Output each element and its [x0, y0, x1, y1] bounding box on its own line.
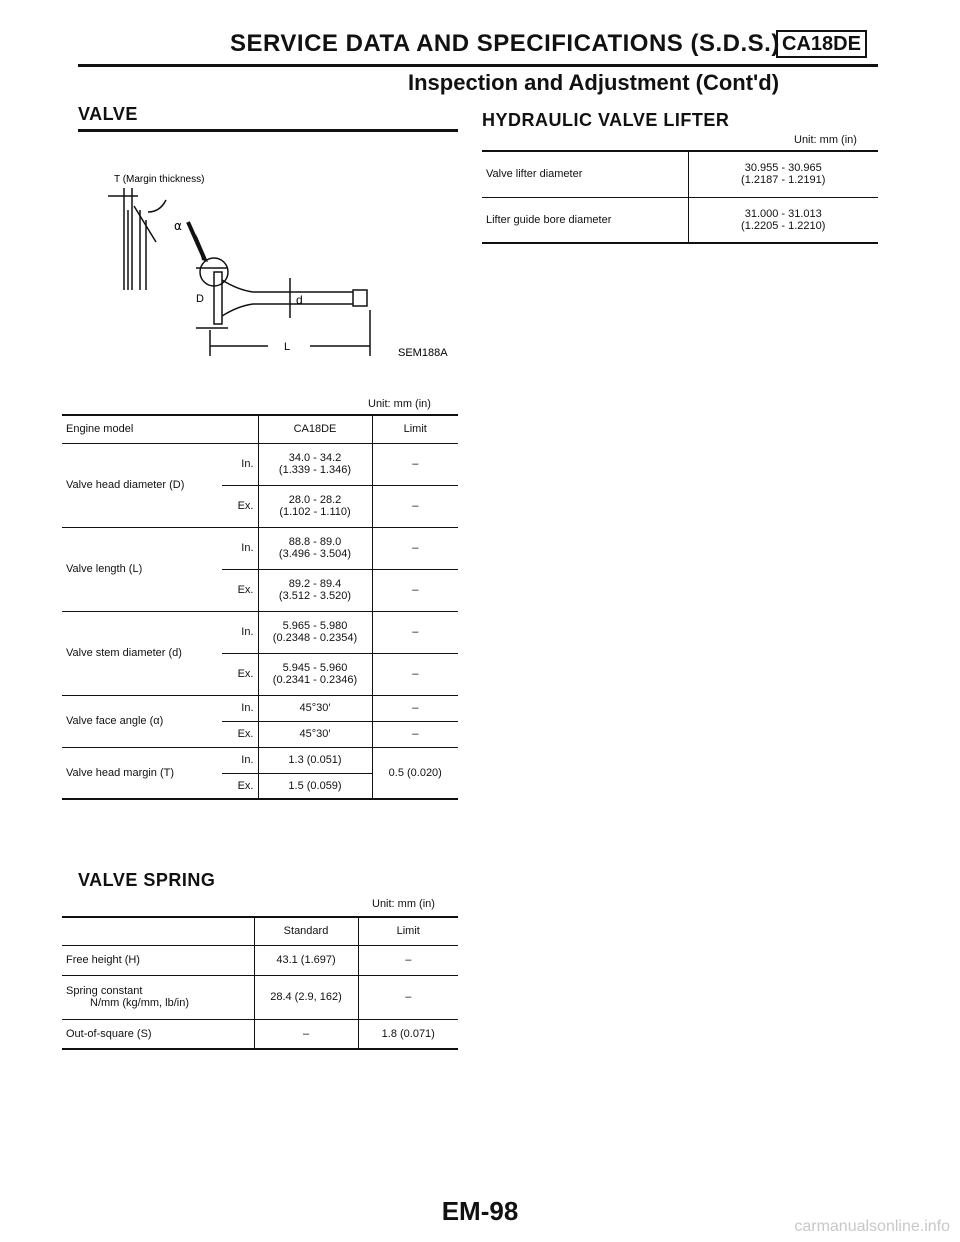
table-row — [62, 611, 458, 653]
table-row — [62, 945, 458, 975]
valve-section-rule — [78, 129, 458, 132]
valve-section-title: VALVE — [78, 104, 138, 124]
row-label: Valve length (L) — [66, 563, 143, 575]
header-rule — [78, 64, 878, 67]
figure-code: SEM188A — [398, 347, 448, 359]
limit-cell: – — [412, 728, 419, 740]
alpha-label: α — [174, 219, 182, 233]
spring-limit-header: Limit — [396, 925, 420, 938]
page-header-title: SERVICE DATA AND SPECIFICATIONS (S.D.S.) — [230, 30, 780, 57]
d-small-label: d — [296, 293, 303, 307]
l-label: L — [284, 341, 291, 353]
ex-label: Ex. — [237, 779, 254, 792]
lifter-unit: Unit: mm (in) — [794, 134, 857, 146]
limit-cell: – — [412, 500, 419, 512]
value-cell: 28.4 (2.9, 162) — [254, 975, 358, 1019]
spring-spec-table — [62, 916, 458, 1050]
table-row — [62, 527, 458, 569]
in-label: In. — [222, 443, 258, 485]
limit-cell: – — [405, 991, 412, 1003]
in-label: In. — [222, 747, 258, 773]
engine-badge: CA18DE — [776, 30, 867, 58]
row-label: Lifter guide bore diameter — [486, 213, 612, 226]
in-label: In. — [222, 611, 258, 653]
value-cell: – — [254, 1019, 358, 1049]
valve-spec-table — [62, 414, 458, 800]
value-cell: 34.0 - 34.2 (1.339 - 1.346) — [258, 443, 372, 485]
value-cell: 45°30′ — [258, 695, 372, 721]
table-row — [482, 151, 878, 197]
limit-cell: – — [372, 443, 458, 485]
row-label: Valve stem diameter (d) — [66, 647, 182, 659]
row-label: Valve head diameter (D) — [62, 443, 222, 527]
value-cell: 45°30′ — [258, 721, 372, 747]
limit-cell: – — [405, 954, 412, 966]
valve-unit: Unit: mm (in) — [368, 398, 431, 410]
in-label: In. — [222, 527, 258, 569]
page-number: EM-98 — [441, 1196, 519, 1226]
limit-cell: – — [372, 527, 458, 569]
ex-label: Ex. — [237, 584, 254, 596]
table-row — [62, 443, 458, 485]
value-cell: 30.955 - 30.965 (1.2187 - 1.2191) — [688, 151, 878, 197]
standard-header: Standard — [254, 917, 358, 945]
limit-cell: 1.8 (0.071) — [381, 1027, 435, 1040]
d-big-label: D — [196, 293, 204, 305]
row-label: Valve lifter diameter — [486, 168, 583, 181]
row-label: Out-of-square (S) — [66, 1027, 152, 1040]
in-label: In. — [222, 695, 258, 721]
limit-cell: – — [372, 695, 458, 721]
row-label: Spring constant N/mm (kg/mm, lb/in) — [66, 985, 189, 1009]
value-cell: 28.0 - 28.2 (1.102 - 1.110) — [258, 485, 372, 527]
value-cell: 1.5 (0.059) — [258, 773, 372, 799]
value-cell: 88.8 - 89.0 (3.496 - 3.504) — [258, 527, 372, 569]
table-row — [62, 975, 458, 1019]
lifter-section-title: HYDRAULIC VALVE LIFTER — [482, 110, 730, 130]
lifter-spec-table — [482, 150, 878, 244]
value-cell: 89.2 - 89.4 (3.512 - 3.520) — [258, 569, 372, 611]
limit-header: Limit — [403, 423, 427, 436]
table-row — [62, 1019, 458, 1049]
watermark: carmanualsonline.info — [794, 1218, 950, 1235]
row-label: Valve head margin (T) — [62, 747, 222, 799]
ex-label: Ex. — [237, 500, 254, 512]
page-subtitle: Inspection and Adjustment (Cont'd) — [408, 70, 780, 95]
model-header: CA18DE — [258, 415, 372, 443]
limit-cell: – — [372, 611, 458, 653]
ex-label: Ex. — [237, 728, 254, 740]
table-row — [62, 747, 458, 773]
value-cell: 5.965 - 5.980 (0.2348 - 0.2354) — [258, 611, 372, 653]
spring-section-title: VALVE SPRING — [78, 870, 216, 890]
limit-cell: – — [412, 584, 419, 596]
value-cell: 43.1 (1.697) — [254, 945, 358, 975]
valve-diagram — [78, 150, 468, 380]
limit-cell: 0.5 (0.020) — [372, 747, 458, 799]
row-label: Valve face angle (α) — [66, 715, 164, 727]
value-cell: 1.3 (0.051) — [258, 747, 372, 773]
spring-unit: Unit: mm (in) — [372, 898, 435, 910]
value-cell: 5.945 - 5.960 (0.2341 - 0.2346) — [258, 653, 372, 695]
engine-model-header: Engine model — [66, 423, 134, 436]
row-label: Free height (H) — [66, 954, 140, 966]
ex-label: Ex. — [237, 668, 254, 680]
table-row — [62, 695, 458, 721]
margin-label: T (Margin thickness) — [114, 174, 205, 185]
table-row — [482, 197, 878, 243]
limit-cell: – — [412, 668, 419, 680]
value-cell: 31.000 - 31.013 (1.2205 - 1.2210) — [688, 197, 878, 243]
